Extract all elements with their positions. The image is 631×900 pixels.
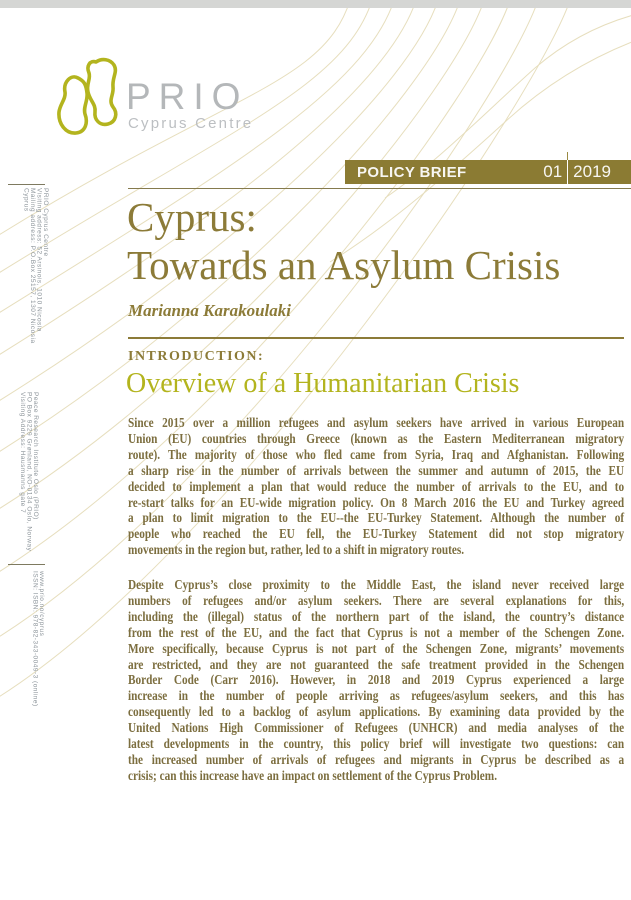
text-line: including the (illegal) status of the northern part of the island, the country’s distance (128, 608, 625, 624)
text-line: PRIO Cyprus Centre (42, 188, 49, 257)
sidebar-rule-top (8, 184, 45, 185)
sidebar-website-isbn (29, 571, 44, 771)
prio-logo-subtext: Cyprus Centre (128, 115, 254, 132)
text-line: www.prio.no/cyprus (38, 571, 45, 637)
text-line: increase in the number of people arriving as refugees/asylum seekers, and this has (128, 688, 625, 704)
text-line: Since 2015 over a million refugees and asylum seekers have arrived in various European (128, 415, 625, 430)
issue-year: 2019 (573, 162, 611, 181)
text-line: are restricted, and they are not guaranteed the safe treatment provided in the Schengen (128, 656, 625, 672)
section-heading: Overview of a Humanitarian Crisis (126, 368, 520, 399)
title-line-1: Cyprus: (127, 194, 257, 240)
text-line: re-start talks for an EU-wide migration policy. On 8 March 2016 the EU and Turkey agreed (128, 494, 625, 510)
document-title (127, 193, 627, 289)
issue-badge (543, 160, 611, 184)
text-line: Union (EU) countries through Greece (known as the Eastern Mediterranean migratory (128, 430, 625, 446)
text-line: crisis; can this increase have an impact on settlement of the Cyprus Problem. (128, 767, 498, 783)
text-line: Border Code (Carr 2016). However, in 2018 and 2019 Cyprus experienced a large (128, 672, 625, 688)
text-line: Peace Research Institute Oslo (PRIO) (32, 392, 39, 520)
text-line: a sharp rise in the number of arrivals between the summer and autumn of 2015, the EU (128, 462, 625, 478)
author-name: Marianna Karakoulaki (128, 301, 291, 320)
text-line: ISSN: ISBN: 978-82-343-0049-3 (online) (31, 571, 39, 707)
banner-label: POLICY BRIEF (357, 163, 467, 181)
text-line: a plan to limit migration to the EU--the EU-Turkey Statement. Although the number of (128, 510, 625, 526)
text-line: More specifically, because Cyprus is not part of the Schengen Zone, migrants’ movements (128, 640, 625, 656)
text-line: route). The majority of those who fled came from Syria, Iraq and Afghanistan. Following (128, 446, 625, 462)
sidebar-address-prio-oslo (17, 392, 38, 562)
text-line: movements in the region but, rather, led to a shift in migratory routes. (128, 542, 465, 558)
page-edge-strip (0, 0, 631, 8)
title-rule (128, 337, 624, 339)
text-line: numbers of refugees and/or asylum seekers. There are several explanations for this, (128, 592, 625, 608)
intro-paragraph-1 (128, 415, 624, 558)
text-line: consequently led to a backlog of asylum applications. By examining data provided by the (128, 704, 625, 720)
text-line: people who reached the EU fell, the EU-Turkey Statement did not stop migratory (128, 526, 625, 542)
text-line: the increased number of arrivals of refugees and migrants in Cyprus be described as a (128, 751, 625, 767)
prio-logo-text: PRIO (126, 76, 249, 117)
issue-number: 01 (543, 162, 563, 181)
text-line: latest developments in the country, this policy brief will investigate two questions: can (128, 736, 625, 752)
section-kicker: INTRODUCTION: (128, 349, 265, 364)
sidebar-rule-bottom (8, 564, 45, 565)
text-line: decided to implement a plan that would reduce the number of arrivals to the EU, and to (128, 478, 625, 494)
intro-paragraph-2 (128, 577, 624, 784)
text-line: Mailing address: P.O.Box 25157, 1307 Nicosia (29, 188, 36, 344)
sidebar-address-cyprus-centre (21, 188, 48, 388)
text-line: from the rest of the EU, and the fact that Cyprus is not a member of the Schengen Zone. (128, 624, 625, 640)
text-line: Cyprus (22, 188, 30, 212)
text-line: United Nations High Commissioner of Refugees (UNHCR) and media analyses of the (128, 720, 625, 736)
text-line: Visiting address: 52 Arsinois, 1010 Nicosia (35, 188, 43, 332)
title-line-2: Towards an Asylum Crisis (127, 242, 561, 288)
prio-logo-mark-icon (52, 54, 126, 138)
text-line: Visiting Address: Hausmanns gate 7 (19, 392, 26, 514)
text-line: PO Box 9229 Grønland, NO-0134 Oslo, Norway (25, 392, 33, 552)
header-rule (128, 188, 631, 189)
issue-separator (567, 152, 568, 184)
policy-brief-banner (345, 160, 631, 184)
text-line: Despite Cyprus’s close proximity to the Middle East, the island never received large (128, 577, 625, 592)
